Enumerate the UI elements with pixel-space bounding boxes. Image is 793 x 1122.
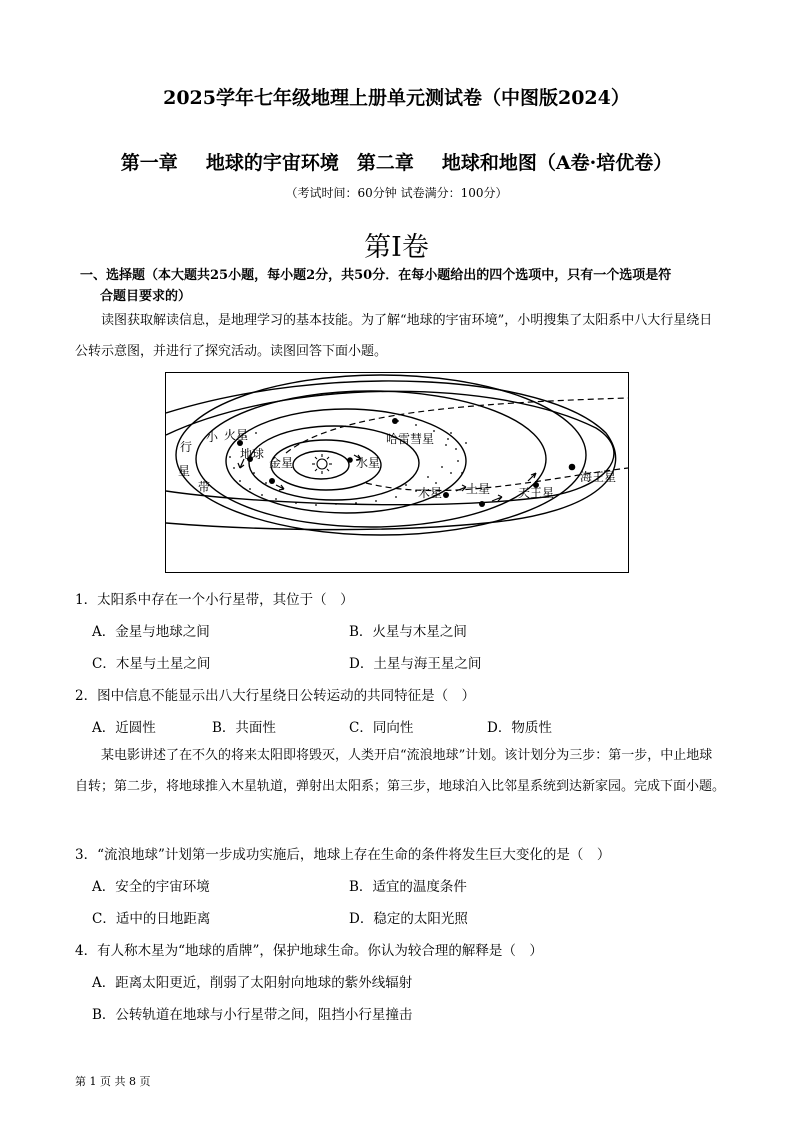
question-4-option-b[interactable]: B．公转轨道在地球与小行星带之间，阻挡小行星撞击 xyxy=(92,1007,413,1023)
label-asteroid-belt-c: 带 xyxy=(198,480,211,494)
question-1-option-d[interactable]: D．土星与海王星之间 xyxy=(349,656,482,672)
question-2-option-c[interactable]: C．同向性 xyxy=(349,720,414,736)
question-4-stem: 4．有人称木星为“地球的盾牌”，保护地球生命。你认为较合理的解释是（ ） xyxy=(75,943,543,959)
question-4-option-a[interactable]: A．距离太阳更近，削弱了太阳射向地球的紫外线辐射 xyxy=(92,975,413,991)
question-3-stem: 3．“流浪地球”计划第一步成功实施后，地球上存在生命的条件将发生巨大变化的是（ ） xyxy=(75,847,611,863)
sun-icon xyxy=(312,454,332,474)
question-3-option-c[interactable]: C．适中的日地距离 xyxy=(92,911,211,927)
question-3-option-d[interactable]: D．稳定的太阳光照 xyxy=(349,911,468,927)
question-1-option-a[interactable]: A．金星与地球之间 xyxy=(92,624,210,640)
orbit-neptune xyxy=(166,381,616,530)
label-asteroid-belt-b: 星 xyxy=(178,464,191,478)
question-2-option-a[interactable]: A．近圆性 xyxy=(92,720,156,736)
label-mars: 火星 xyxy=(224,428,249,442)
intro-paragraph-2: 某电影讲述了在不久的将来太阳即将毁灭，人类开启“流浪地球”计划。该计划分为三步：第一步，中止地球自转；第二步，将地球推入木星轨道，弹射出太阳系；第三步，地球泊入比邻星系统到达新家园。完成下面小题。 xyxy=(75,748,726,794)
label-jupiter: 木星 xyxy=(418,486,443,500)
page-footer: 第 1 页 共 8 页 xyxy=(75,1075,151,1088)
section-heading xyxy=(80,265,730,307)
question-3-option-b[interactable]: B．适宜的温度条件 xyxy=(349,879,467,895)
planet-saturn xyxy=(479,501,485,507)
question-1-option-b[interactable]: B．火星与木星之间 xyxy=(349,624,467,640)
label-earth: 地球 xyxy=(240,447,265,461)
orbit-mercury xyxy=(293,451,349,479)
subtitle-chapter-2: 第二章 xyxy=(356,152,414,174)
subtitle-chapter-2-name: 地球和地图（A卷·培优卷） xyxy=(441,152,673,174)
planet-jupiter xyxy=(443,492,449,498)
question-3-option-a[interactable]: A．安全的宇宙环境 xyxy=(92,879,210,895)
subtitle-chapter-1-name: 地球的宇宙环境 xyxy=(205,152,339,174)
label-mercury: 水星 xyxy=(356,456,381,470)
label-asteroid-belt-a: 行 xyxy=(180,440,193,454)
label-small: 小 xyxy=(206,430,219,444)
label-venus: 金星 xyxy=(269,456,294,470)
label-saturn: 土星 xyxy=(466,482,491,496)
exam-info: （考试时间：60分钟 试卷满分：100分） xyxy=(285,186,508,200)
solar-system-diagram xyxy=(166,373,628,572)
section-heading-line1: 一、选择题（本大题共25小题，每小题2分，共50分．在每小题给出的四个选项中，只有一个选项是符 xyxy=(80,268,672,283)
section-heading-line2: 合题目要求的） xyxy=(100,289,192,304)
planet-venus xyxy=(269,478,275,484)
question-1-option-c[interactable]: C．木星与土星之间 xyxy=(92,656,211,672)
question-2-option-b[interactable]: B．共面性 xyxy=(212,720,276,736)
solar-system-figure xyxy=(165,372,629,573)
label-uranus: 天王星 xyxy=(518,486,555,500)
question-2-option-d[interactable]: D．物质性 xyxy=(487,720,552,736)
document-title: 2025学年七年级地理上册单元测试卷（中图版2024） xyxy=(163,87,630,109)
question-1-stem: 1．太阳系中存在一个小行星带，其位于（ ） xyxy=(75,592,354,608)
intro-paragraph-1: 读图获取解读信息，是地理学习的基本技能。为了解“地球的宇宙环境”，小明搜集了太阳系中八大行星绕日公转示意图，并进行了探究活动。读图回答下面小题。 xyxy=(75,313,713,359)
label-neptune: 海王星 xyxy=(580,470,617,484)
subtitle-chapter-1: 第一章 xyxy=(120,152,178,174)
label-comet: 哈雷彗星 xyxy=(386,432,435,446)
planet-mercury xyxy=(347,457,353,463)
planet-neptune xyxy=(569,464,576,471)
planet-comet xyxy=(392,418,398,424)
question-2-stem: 2．图中信息不能显示出八大行星绕日公转运动的共同特征是（ ） xyxy=(75,688,476,704)
volume-heading: 第I卷 xyxy=(364,232,429,263)
document-subtitle xyxy=(0,148,793,175)
